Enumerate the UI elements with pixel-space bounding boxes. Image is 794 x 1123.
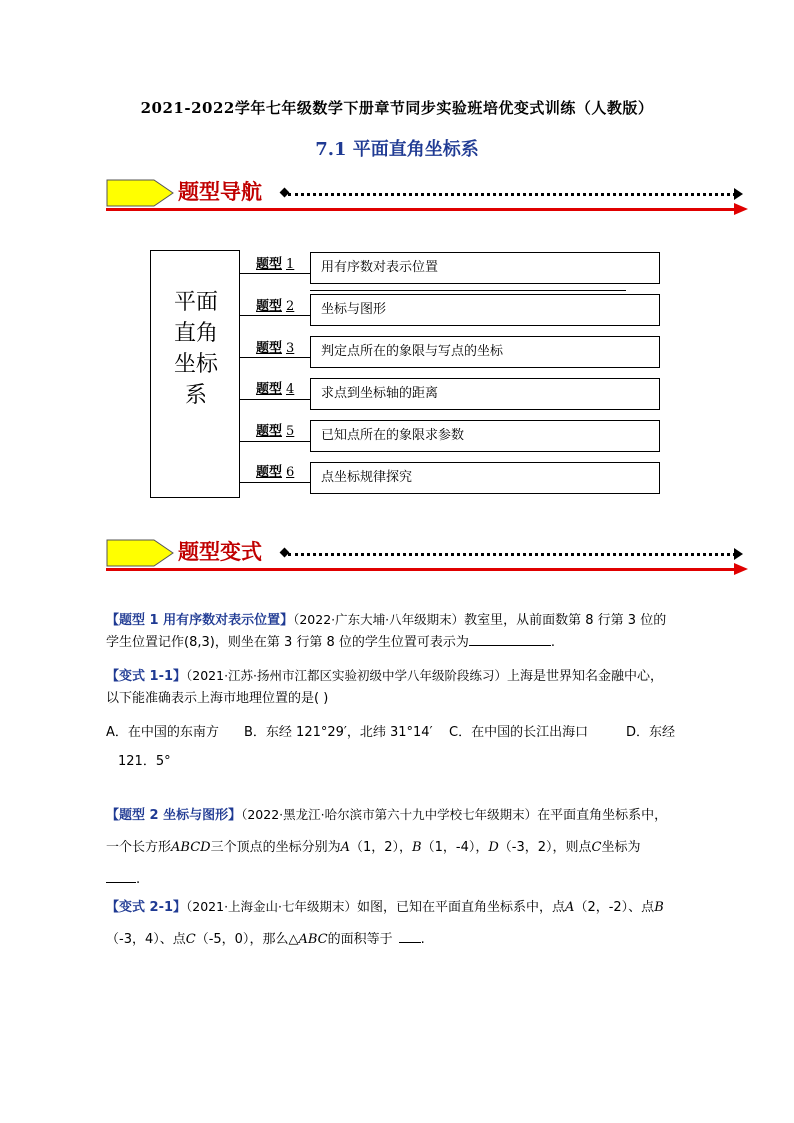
nav-main-title (151, 287, 241, 411)
dotted-divider (288, 193, 736, 196)
type-label-2: 题型 2 (256, 299, 295, 314)
dotted-divider (288, 553, 736, 556)
variant-text: 以下能准确表示上海市地理位置的是( ) (106, 691, 329, 706)
variant-text: 如图，已知在平面直角坐标系中，点 (357, 900, 566, 915)
question-source: （2022·广东大埔·八年级期末） (293, 612, 465, 627)
question-tag: 【题型 1 用有序数对表示位置】 (106, 613, 294, 628)
punctuation: . (550, 635, 556, 650)
option-d[interactable]: D．东经 (626, 725, 676, 740)
variant-text: 、点 (159, 932, 186, 947)
branch-line (240, 441, 310, 442)
type-label-3: 题型 3 (256, 341, 295, 356)
type-box-2[interactable]: 坐标与图形 (310, 294, 660, 326)
option-b[interactable]: B．东经 121°29′，北纬 31°14′ (244, 725, 433, 740)
coordinate: （-5，0） (195, 932, 250, 947)
type-box-4[interactable]: 求点到坐标轴的距离 (310, 378, 660, 410)
yellow-arrow-icon (106, 539, 174, 567)
variant-tag: 【变式 1-1】 (106, 669, 187, 684)
coordinate: （-3，4） (106, 932, 160, 947)
answer-blank[interactable] (399, 942, 421, 943)
question-text: ，则点 (552, 840, 592, 855)
math-var: ABC (298, 932, 328, 947)
variant-text: 、点 (628, 900, 655, 915)
underline (310, 290, 626, 291)
math-var: B (654, 900, 664, 915)
red-divider (106, 208, 738, 211)
section-subtitle: 7.1 平面直角坐标系 (315, 139, 479, 160)
variant-source: （2021·上海金山·七年级期末） (186, 899, 358, 914)
question-2 (106, 799, 706, 896)
branch-line (240, 399, 310, 400)
question-text: 学生位置记作(8,3)，则坐在第 3 行第 8 位的学生位置可表示为 (106, 635, 469, 650)
type-label-1: 题型 1 (256, 257, 295, 272)
option-a[interactable]: A．在中国的东南方 (106, 725, 219, 740)
punctuation: . (420, 932, 425, 947)
question-text: 在平面直角坐标系中， (537, 808, 668, 823)
nav-banner-label: 题型导航 (178, 179, 262, 204)
math-var: C (591, 840, 602, 855)
branch-line (240, 357, 310, 358)
variant-tag: 【变式 2-1】 (106, 900, 187, 915)
red-arrow-right-icon (734, 563, 748, 575)
variant-text: ，那么△ (249, 932, 299, 947)
variant-source: （2021·江苏·扬州市江都区实验初级中学八年级阶段练习） (186, 668, 508, 683)
math-var: A (565, 900, 575, 915)
yellow-arrow-icon (106, 179, 174, 207)
punctuation: ， (399, 840, 413, 855)
nav-main-line: 系 (184, 383, 207, 408)
branch-line (240, 273, 310, 274)
variant-1-1 (106, 665, 706, 710)
nav-banner (106, 176, 752, 226)
coordinate: （1，-4） (421, 840, 476, 855)
type-label-5: 题型 5 (256, 424, 295, 439)
red-arrow-right-icon (734, 203, 748, 215)
question-text: 教室里，从前面数第 8 行第 3 位的 (464, 613, 667, 628)
red-divider (106, 568, 738, 571)
math-var: B (412, 840, 422, 855)
variant-2-1 (106, 891, 706, 956)
type-box-6[interactable]: 点坐标规律探究 (310, 462, 660, 494)
variant-banner (106, 536, 752, 586)
coordinate: （2，-2） (574, 900, 629, 915)
variant-text: 上海是世界知名金融中心， (507, 669, 664, 684)
nav-main-box (150, 250, 240, 498)
branch-line (240, 482, 310, 483)
arrow-right-icon (734, 188, 743, 200)
variant-text: 的面积等于 (327, 932, 393, 947)
document-title: 2021-2022学年七年级数学下册章节同步实验班培优变式训练（人教版） (140, 99, 654, 117)
nav-main-line: 坐标 (173, 352, 218, 377)
punctuation: ， (475, 840, 489, 855)
math-var: ABCD (171, 840, 211, 855)
question-text: 一个长方形 (106, 840, 172, 855)
branch-line (240, 315, 310, 316)
answer-blank[interactable] (469, 645, 551, 646)
math-var: A (340, 840, 350, 855)
type-box-1[interactable]: 用有序数对表示位置 (310, 252, 660, 284)
math-var: D (488, 840, 499, 855)
type-box-3[interactable]: 判定点所在的象限与写点的坐标 (310, 336, 660, 368)
variant-banner-label: 题型变式 (178, 539, 262, 564)
question-text: 坐标为 (601, 840, 641, 855)
type-label-4: 题型 4 (256, 382, 295, 397)
answer-blank[interactable] (106, 882, 136, 883)
question-source: （2022·黑龙江·哈尔滨市第六十九中学校七年级期末） (241, 807, 538, 822)
question-text: 三个顶点的坐标分别为 (210, 840, 341, 855)
question-1 (106, 609, 706, 654)
arrow-right-icon (734, 548, 743, 560)
coordinate: （1，2） (349, 840, 400, 855)
nav-main-line: 平面 (173, 290, 218, 315)
nav-main-line: 直角 (173, 321, 218, 346)
punctuation: . (136, 872, 141, 887)
math-var: C (185, 932, 196, 947)
type-label-6: 题型 6 (256, 465, 295, 480)
coordinate: （-3，2） (498, 840, 553, 855)
option-d-continued: 121．5° (118, 754, 171, 769)
option-c[interactable]: C．在中国的长江出海口 (449, 725, 589, 740)
question-tag: 【题型 2 坐标与图形】 (106, 808, 242, 823)
type-box-5[interactable]: 已知点所在的象限求参数 (310, 420, 660, 452)
